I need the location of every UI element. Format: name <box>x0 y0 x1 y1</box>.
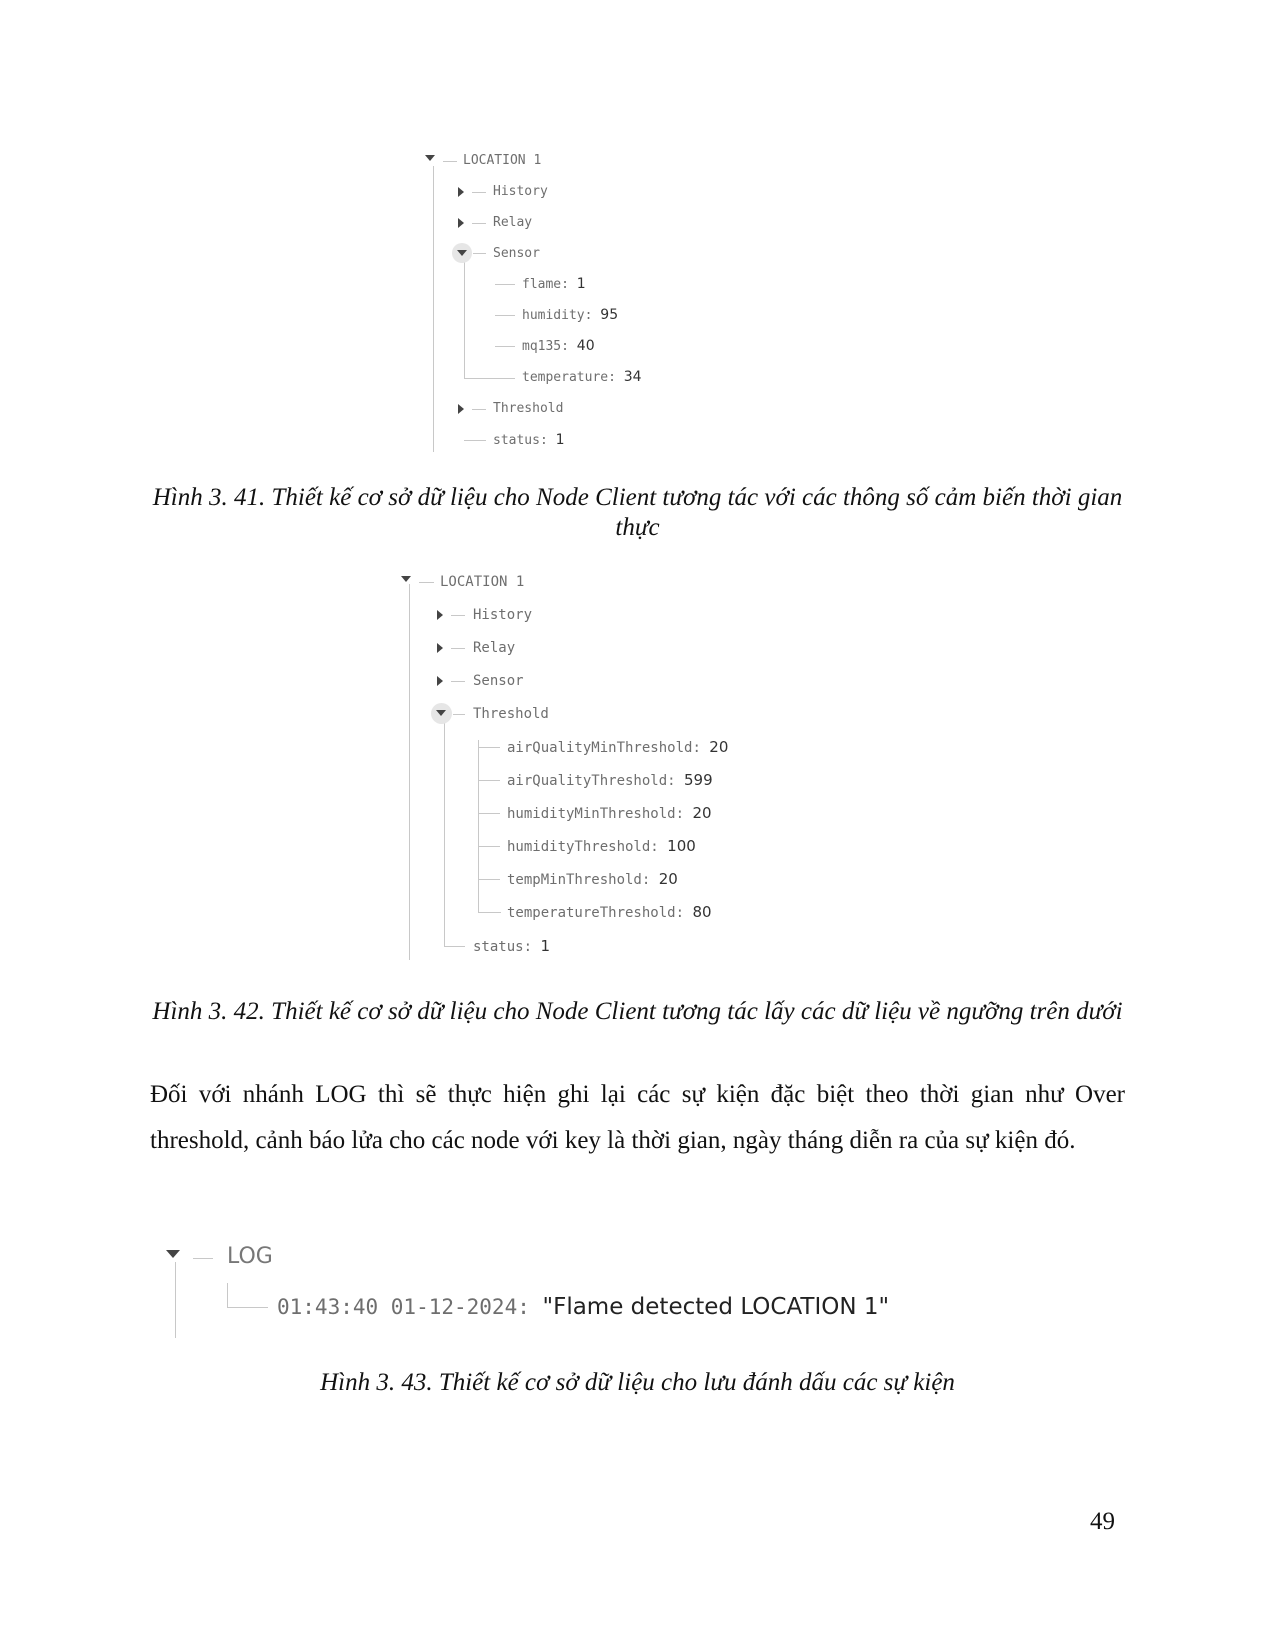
leaf-key: humidityThreshold <box>507 839 651 855</box>
leaf-value: 34 <box>623 369 642 385</box>
figure-caption-3-41: Hình 3. 41. Thiết kế cơ sở dữ liệu cho Node Client tương tác với các thông số cảm biến thời gian thực <box>152 484 1123 541</box>
collapse-arrow-icon[interactable] <box>437 610 443 620</box>
body-paragraph: Đối với nhánh LOG thì sẽ thực hiện ghi lại các sự kiện đặc biệt theo thời gian như Over threshold, cảnh báo lửa cho các node với key là thời gian, ngày tháng diễn ra của sự kiện đó. <box>150 1081 1125 1154</box>
expand-arrow-icon[interactable] <box>166 1250 180 1258</box>
tree-leaf-temperaturethreshold[interactable] <box>507 905 712 921</box>
page-number: 49 <box>1090 1508 1115 1535</box>
tree-leaf-status[interactable] <box>473 939 550 955</box>
collapse-arrow-icon[interactable] <box>458 404 464 414</box>
leaf-key: flame <box>522 277 562 292</box>
leaf-value: 95 <box>600 307 619 323</box>
log-entry[interactable] <box>277 1295 889 1319</box>
tree-leaf-humiditythreshold[interactable] <box>507 839 696 855</box>
collapse-arrow-icon[interactable] <box>458 218 464 228</box>
leaf-colon: : <box>650 839 668 855</box>
tree-node-sensor[interactable]: Sensor <box>493 246 540 261</box>
leaf-colon: : <box>561 339 577 354</box>
tree-node-root[interactable]: LOCATION 1 <box>463 153 542 168</box>
leaf-colon: : <box>608 370 624 385</box>
leaf-colon: : <box>675 806 693 822</box>
tree-node-threshold[interactable]: Threshold <box>473 706 549 722</box>
collapse-arrow-icon[interactable] <box>437 676 443 686</box>
leaf-colon: : <box>584 308 601 323</box>
collapse-arrow-icon[interactable] <box>437 643 443 653</box>
log-entry-value: "Flame detected LOCATION 1" <box>542 1294 890 1320</box>
tree-node-history[interactable]: History <box>493 184 548 199</box>
leaf-colon: : <box>667 773 685 789</box>
tree-node-log[interactable]: LOG <box>227 1244 273 1269</box>
expand-arrow-icon[interactable] <box>401 576 411 582</box>
leaf-value: 80 <box>692 903 712 921</box>
tree-node-root[interactable]: LOCATION 1 <box>440 574 525 590</box>
leaf-key: tempMinThreshold <box>507 872 642 888</box>
tree-leaf-flame[interactable] <box>522 277 586 291</box>
leaf-value: 1 <box>540 937 550 955</box>
leaf-key: humidity <box>522 308 585 323</box>
leaf-key: temperature <box>522 370 609 385</box>
tree-node-history[interactable]: History <box>473 607 533 623</box>
expand-arrow-icon[interactable] <box>457 250 467 256</box>
expand-arrow-icon[interactable] <box>425 155 435 161</box>
tree-leaf-mq135[interactable] <box>522 339 595 353</box>
leaf-value: 599 <box>684 771 713 789</box>
leaf-key: airQualityMinThreshold <box>507 740 693 756</box>
leaf-key: humidityMinThreshold <box>507 806 676 822</box>
leaf-key: status <box>493 433 540 448</box>
leaf-colon: : <box>675 905 693 921</box>
log-entry-key: 01:43:40 01-12-2024 <box>277 1295 518 1319</box>
leaf-key: temperatureThreshold <box>507 905 676 921</box>
log-entry-colon: : <box>517 1295 543 1319</box>
tree-node-sensor[interactable]: Sensor <box>473 673 524 689</box>
leaf-colon: : <box>539 433 556 448</box>
tree-leaf-temperature[interactable] <box>522 370 642 384</box>
leaf-colon: : <box>523 939 541 955</box>
leaf-value: 20 <box>692 804 712 822</box>
tree-node-threshold[interactable]: Threshold <box>493 401 564 416</box>
leaf-value: 20 <box>658 870 678 888</box>
figure-caption-3-42: Hình 3. 42. Thiết kế cơ sở dữ liệu cho Node Client tương tác lấy các dữ liệu về ngưỡng trên dưới <box>152 998 1123 1025</box>
leaf-key: mq135 <box>522 339 562 354</box>
leaf-colon: : <box>692 740 710 756</box>
leaf-colon: : <box>641 872 659 888</box>
tree-leaf-status[interactable] <box>493 433 565 447</box>
leaf-value: 20 <box>709 738 729 756</box>
tree-leaf-humidityminthreshold[interactable] <box>507 806 712 822</box>
collapse-arrow-icon[interactable] <box>458 187 464 197</box>
leaf-key: airQualityThreshold <box>507 773 668 789</box>
leaf-key: status <box>473 939 524 955</box>
leaf-value: 1 <box>576 276 586 292</box>
leaf-value: 1 <box>555 432 565 448</box>
tree-leaf-humidity[interactable] <box>522 308 618 322</box>
expand-arrow-icon[interactable] <box>436 710 446 716</box>
tree-leaf-airqualityminthreshold[interactable] <box>507 740 728 756</box>
tree-node-relay[interactable]: Relay <box>493 215 533 230</box>
tree-leaf-tempminthreshold[interactable] <box>507 872 678 888</box>
leaf-colon: : <box>561 277 577 292</box>
figure-caption-3-43: Hình 3. 43. Thiết kế cơ sở dữ liệu cho lưu đánh dấu các sự kiện <box>320 1369 955 1396</box>
tree-leaf-airqualitythreshold[interactable] <box>507 773 713 789</box>
tree-node-relay[interactable]: Relay <box>473 640 516 656</box>
leaf-value: 40 <box>576 338 595 354</box>
leaf-value: 100 <box>667 837 696 855</box>
